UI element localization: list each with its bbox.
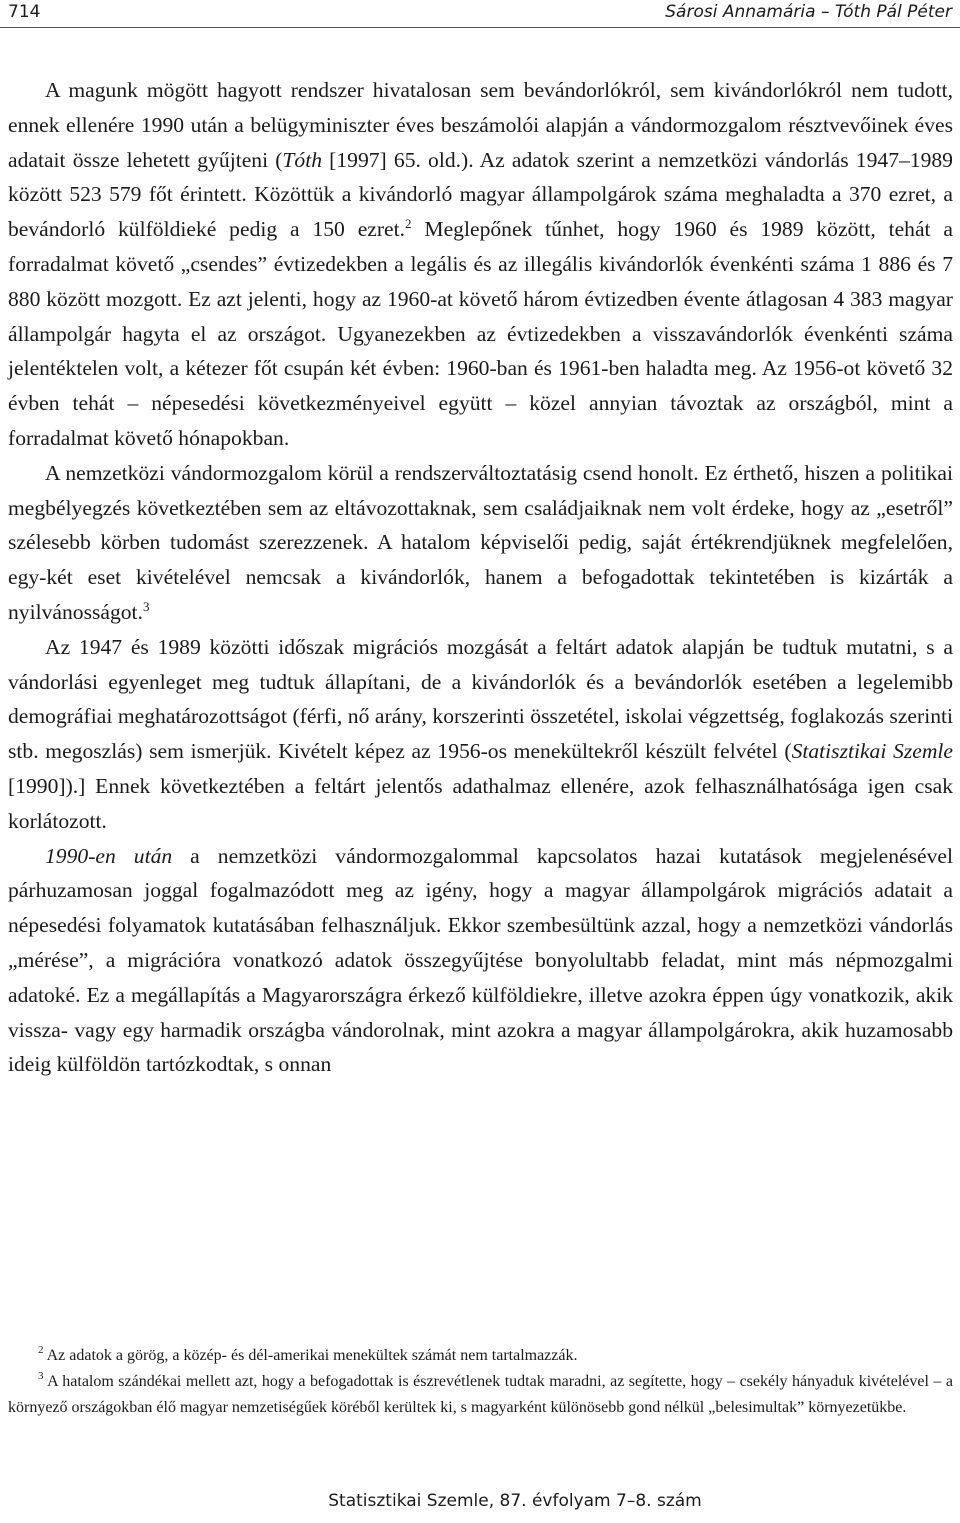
- text-run: [1997] 65. old.). Az adatok szerint a nemzetközi vándorlás 1947–1989 között 523 579 főt érintett. Közöttük a kivándorló magyar állampolgárok száma meghaladta a 370 ezret, a bevándorló külföldieké pedig a 150 ezret.: [8, 147, 953, 242]
- text-run: A nemzetközi vándormozgalom körül a rendszerváltoztatásig csend honolt. Ez érthető, hiszen a politikai megbélyegzés következtében sem az eltávozottaknak, sem családjaiknak nem volt érdeke, hogy az „esetről” szélesebb körben tudomást szerezzenek. A hatalom képviselői pedig, saját értékrendjüknek megfelelően, egy-két eset kivételével nemcsak a kivándorlók, hanem a befogadottak tekintetében is kizárták a nyilvánosságot.: [8, 460, 953, 624]
- paragraph: [8, 73, 953, 456]
- footnote-text: Az adatok a görög, a közép- és dél-amerikai menekültek számát nem tartalmazzák.: [43, 1347, 578, 1364]
- italic-text: 1990-en után: [45, 843, 173, 868]
- footnote: [8, 1369, 953, 1421]
- footnote-number: 2: [38, 1344, 44, 1356]
- footnote: [8, 1343, 953, 1369]
- page-footer: [0, 1491, 960, 1511]
- text-run: a nemzetközi vándormozgalommal kapcsolatos hazai kutatások megjelenésével párhuzamosan joggal fogalmazódott meg az igény, hogy a magyar állampolgárok migrációs adatait a népesedési folyamatok kutatásában felhasználjuk. Ekkor szembesültünk azzal, hogy a nemzetközi vándorlás „mérése”, a migrációra vonatkozó adatok összegyűjtése bonyolultabb feladat, mint más népmozgalmi adatoké. Ez a megállapítás a Magyarországra érkező külföldiekre, illetve azokra éppen úgy vonatkozik, akik vissza- vagy egy harmadik országba vándorolnak, mint azokra a magyar állampolgárokra, akik huzamosabb ideig külföldön tartózkodtak, s onnan: [8, 843, 953, 1077]
- body-text: [8, 73, 953, 1082]
- journal-footer: Statisztikai Szemle, 87. évfolyam 7–8. szám: [328, 1491, 702, 1511]
- footnote-ref: 3: [142, 598, 150, 614]
- footnote-ref: 2: [405, 216, 412, 232]
- text-run: Meglepőnek tűnhet, hogy 1960 és 1989 között, tehát a forradalmat követő „csendes” évtizedekben a legális és az illegális kivándorlók évenkénti száma 1 886 és 7 880 között mozgott. Ez azt jelenti, hogy az 1960-at követő három évtizedben évente átlagosan 4 383 magyar állampolgár hagyta el az országot. Ugyanezekben az évtizedekben a visszavándorlók évenkénti száma jelentéktelen volt, a kétezer főt csupán két évben: 1960-ban és 1961-ben haladta meg. Az 1956-ot követő 32 évben tehát – népesedési következményeivel együtt – közel annyian távoztak az országból, mint a forradalmat követő hónapokban.: [8, 217, 953, 450]
- italic-text: Statisztikai Szemle: [791, 739, 954, 764]
- page-number: 714: [8, 2, 41, 22]
- footnote-number: 3: [38, 1370, 44, 1382]
- paragraph: [8, 630, 953, 839]
- text-run: Az 1947 és 1989 közötti időszak migrációs mozgását a feltárt adatok alapján be tudtuk mutatni, s a vándorlási egyenleget meg tudtuk állapítani, de a kivándorlók és a bevándorlók esetében a legelemibb demográfiai meghatározottságot (férfi, nő arány, korszerinti összetétel, iskolai végzettség, foglakozás szerinti stb. megoszlás) sem ismerjük. Kivételt képez az 1956-os menekültekről készült felvétel (: [8, 634, 953, 764]
- italic-text: Tóth: [282, 147, 323, 172]
- paragraph: [8, 456, 953, 630]
- text-run: [1990]).] Ennek következtében a feltárt jelentős adathalmaz ellenére, azok felhasználhatósága igen csak korlátozott.: [8, 773, 953, 833]
- header-rule: [0, 27, 960, 28]
- paragraph: [8, 839, 953, 1083]
- text-run: A magunk mögött hagyott rendszer hivatalosan sem bevándorlókról, sem kivándorlókról nem tudott, ennek ellenére 1990 után a belügyminiszter éves beszámolói alapján a vándormozgalom résztvevőinek éves adatait össze lehetett gyűjteni (: [8, 78, 953, 172]
- footnotes: [8, 1343, 953, 1421]
- running-head: Sárosi Annamária – Tóth Pál Péter: [665, 2, 952, 22]
- page-header: [0, 0, 960, 28]
- footnote-text: A hatalom szándékai mellett azt, hogy a befogadottak is észrevétlenek tudtak maradni, az segítette, hogy – csekély hányaduk kivételével – a környező országokban élő magyar nemzetiségűek köréből kerültek ki, s magyarként különösebb gond nélkül „belesimultak” környezetükbe.: [8, 1373, 953, 1416]
